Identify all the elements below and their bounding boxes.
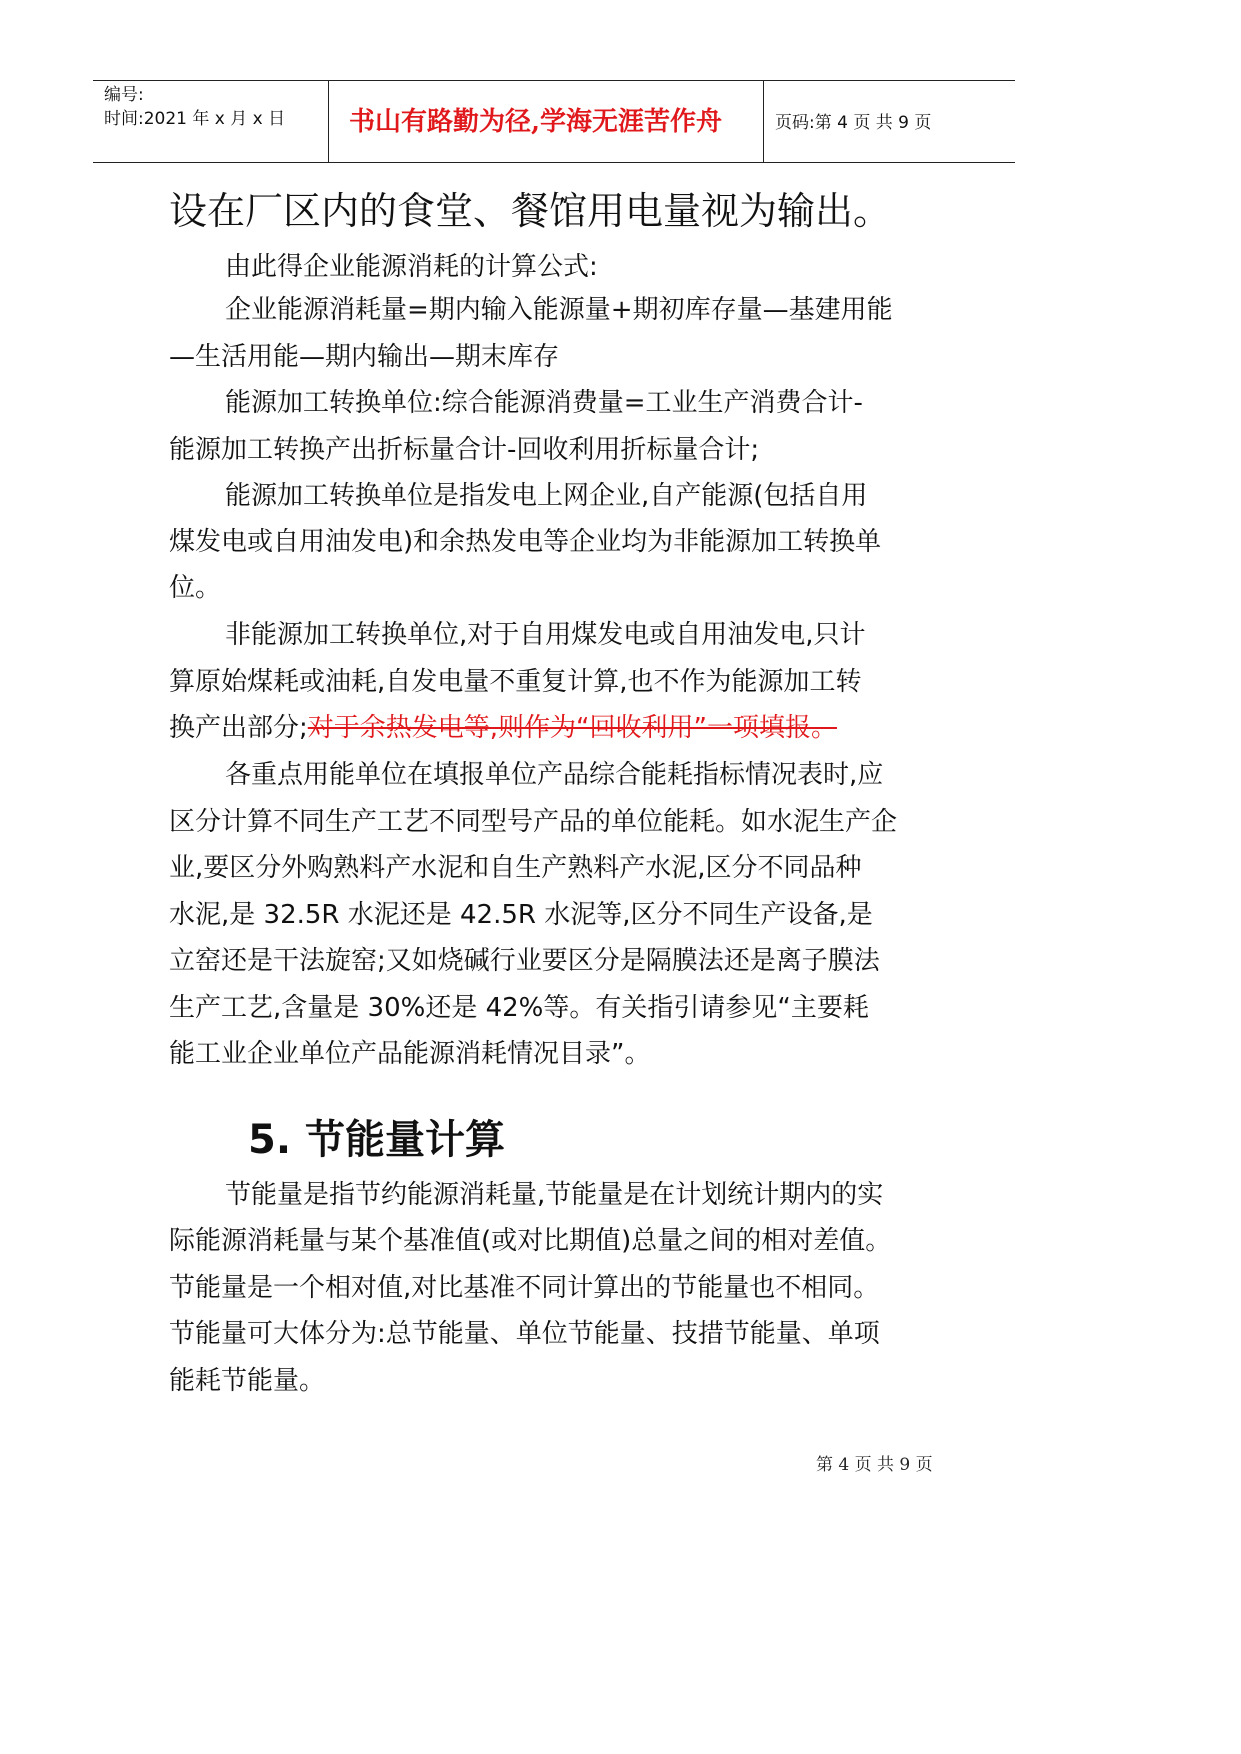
body-line: 能源加工转换单位是指发电上网企业,自产能源(包括自用 (225, 481, 868, 511)
header-page-info: 页码:第 4 页 共 9 页 (775, 113, 932, 133)
body-line: 各重点用能单位在填报单位产品综合能耗指标情况表时,应 (225, 760, 884, 790)
header-divider (328, 80, 329, 162)
body-line: 立窑还是干法旋窑;又如烧碱行业要区分是隔膜法还是离子膜法 (169, 946, 880, 976)
section-line: 能耗节能量。 (169, 1366, 326, 1396)
body-line-with-deletion (169, 713, 837, 743)
header-top-rule (93, 80, 1015, 81)
body-line: 水泥,是 32.5R 水泥还是 42.5R 水泥等,区分不同生产设备,是 (169, 900, 873, 930)
header-motto: 书山有路勤为径,学海无涯苦作舟 (349, 107, 723, 137)
document-time-label: 时间:2021 年 x 月 x 日 (104, 109, 286, 129)
body-line: 非能源加工转换单位,对于自用煤发电或自用油发电,只计 (225, 620, 866, 650)
header-bottom-rule (93, 162, 1015, 163)
section-line: 际能源消耗量与某个基准值(或对比期值)总量之间的相对差值。 (169, 1226, 892, 1256)
page-footer: 第 4 页 共 9 页 (816, 1455, 933, 1475)
body-line: 业,要区分外购熟料产水泥和自生产熟料产水泥,区分不同品种 (169, 853, 862, 883)
header-divider (763, 80, 764, 162)
body-line: 区分计算不同生产工艺不同型号产品的单位能耗。如水泥生产企 (169, 807, 898, 837)
body-line: 能源加工转换单位:综合能源消费量=工业生产消费合计- (225, 388, 863, 418)
body-line: 能工业企业单位产品能源消耗情况目录”。 (169, 1039, 651, 1069)
section-line: 节能量可大体分为:总节能量、单位节能量、技措节能量、单项 (169, 1319, 880, 1349)
document-number-label: 编号: (104, 85, 144, 105)
body-line: 由此得企业能源消耗的计算公式: (225, 252, 598, 282)
body-line: 生产工艺,含量是 30%还是 42%等。有关指引请参见“主要耗 (169, 993, 869, 1023)
deleted-text: 对于余热发电等,则作为“回收利用”一项填报。 (307, 713, 837, 743)
body-line: 煤发电或自用油发电)和余热发电等企业均为非能源加工转换单 (169, 527, 882, 557)
body-line-segment: 换产出部分; (169, 713, 308, 743)
body-line: 能源加工转换产出折标量合计-回收利用折标量合计; (169, 435, 760, 465)
body-line: 位。 (169, 573, 222, 603)
body-line: —生活用能—期内输出—期末库存 (169, 342, 560, 372)
section-line: 节能量是指节约能源消耗量,节能量是在计划统计期内的实 (225, 1180, 884, 1210)
section-line: 节能量是一个相对值,对比基准不同计算出的节能量也不相同。 (169, 1273, 880, 1303)
body-line: 算原始煤耗或油耗,自发电量不重复计算,也不作为能源加工转 (169, 667, 862, 697)
section-heading: 5. 节能量计算 (248, 1117, 505, 1163)
body-lead-line: 设在厂区内的食堂、餐馆用电量视为输出。 (169, 189, 892, 233)
body-line: 企业能源消耗量=期内输入能源量+期初库存量—基建用能 (225, 295, 893, 325)
